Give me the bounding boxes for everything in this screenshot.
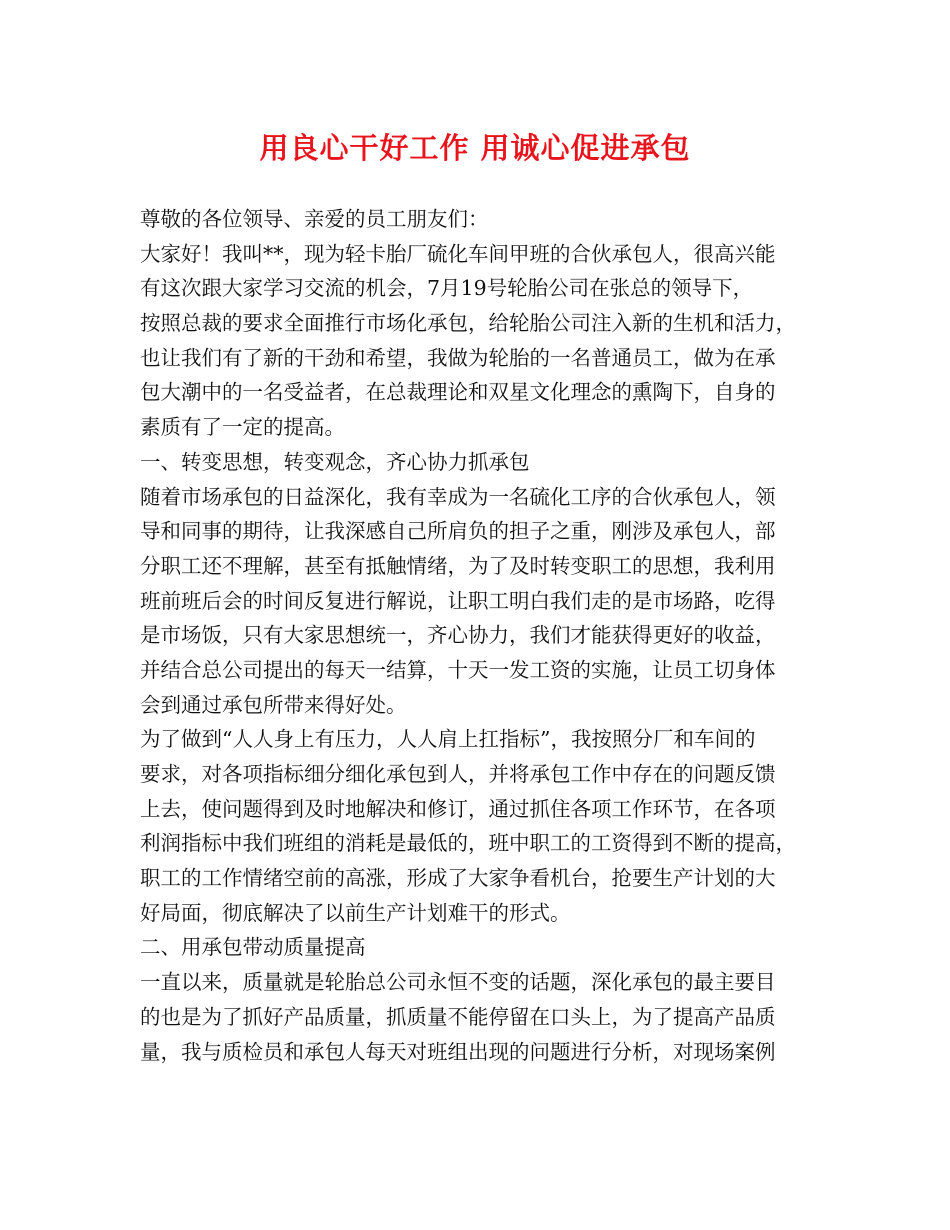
text-line: 班前班后会的时间反复进行解说，让职工明白我们走的是市场路，吃得 [140, 588, 776, 613]
text-line: 素质有了一定的提高。 [140, 415, 345, 440]
text-line: 有这次跟大家学习交流的机会，7月19号轮胎公司在张总的领导下， [140, 276, 754, 301]
section-heading: 二、用承包带动质量提高 [140, 935, 366, 960]
text-line: 尊敬的各位领导、亲爱的员工朋友们： [140, 207, 489, 231]
document-title: 用良心干好工作 用诚心促进承包 [259, 131, 691, 165]
text-line: 是市场饭，只有大家思想统一，齐心协力，我们才能获得更好的收益， [140, 623, 776, 648]
text-line: 包大潮中的一名受益者，在总裁理论和双星文化理念的熏陶下，自身的 [140, 380, 776, 405]
section-heading: 一、转变思想，转变观念，齐心协力抓承包 [140, 449, 530, 474]
text-line: 利润指标中我们班组的消耗是最低的，班中职工的工资得到不断的提高， [140, 831, 796, 856]
text-line: 随着市场承包的日益深化，我有幸成为一名硫化工序的合伙承包人，领 [140, 484, 776, 509]
text-line: 大家好！我叫**，现为轻卡胎厂硫化车间甲班的合伙承包人，很高兴能 [140, 241, 776, 266]
text-line: 按照总裁的要求全面推行市场化承包，给轮胎公司注入新的生机和活力， [140, 311, 796, 336]
text-line: 职工的工作情绪空前的高涨，形成了大家争看机台，抢要生产计划的大 [140, 866, 776, 891]
text-line: 一直以来，质量就是轮胎总公司永恒不变的话题，深化承包的最主要目 [140, 970, 776, 995]
text-line: 并结合总公司提出的每天一结算，十天一发工资的实施，让员工切身体 [140, 657, 776, 682]
text-line: 会到通过承包所带来得好处。 [140, 692, 407, 717]
text-line: 导和同事的期待，让我深感自己所肩负的担子之重，刚涉及承包人，部 [140, 519, 776, 544]
text-line: 为了做到“人人身上有压力，人人肩上扛指标”，我按照分厂和车间的 [140, 727, 756, 752]
text-line: 也让我们有了新的干劲和希望，我做为轮胎的一名普通员工，做为在承 [140, 345, 776, 370]
text-line: 上去，使问题得到及时地解决和修订，通过抓住各项工作环节，在各项 [140, 796, 776, 821]
text-line: 分职工还不理解，甚至有抵触情绪，为了及时转变职工的思想，我利用 [140, 553, 776, 578]
text-line: 好局面，彻底解决了以前生产计划难干的形式。 [140, 900, 571, 925]
document-body [140, 202, 820, 1069]
text-line: 要求，对各项指标细分细化承包到人，并将承包工作中存在的问题反馈 [140, 762, 776, 786]
text-line: 量，我与质检员和承包人每天对班组出现的问题进行分析，对现场案例 [140, 1039, 776, 1064]
text-line: 的也是为了抓好产品质量，抓质量不能停留在口头上，为了提高产品质 [140, 1004, 776, 1029]
